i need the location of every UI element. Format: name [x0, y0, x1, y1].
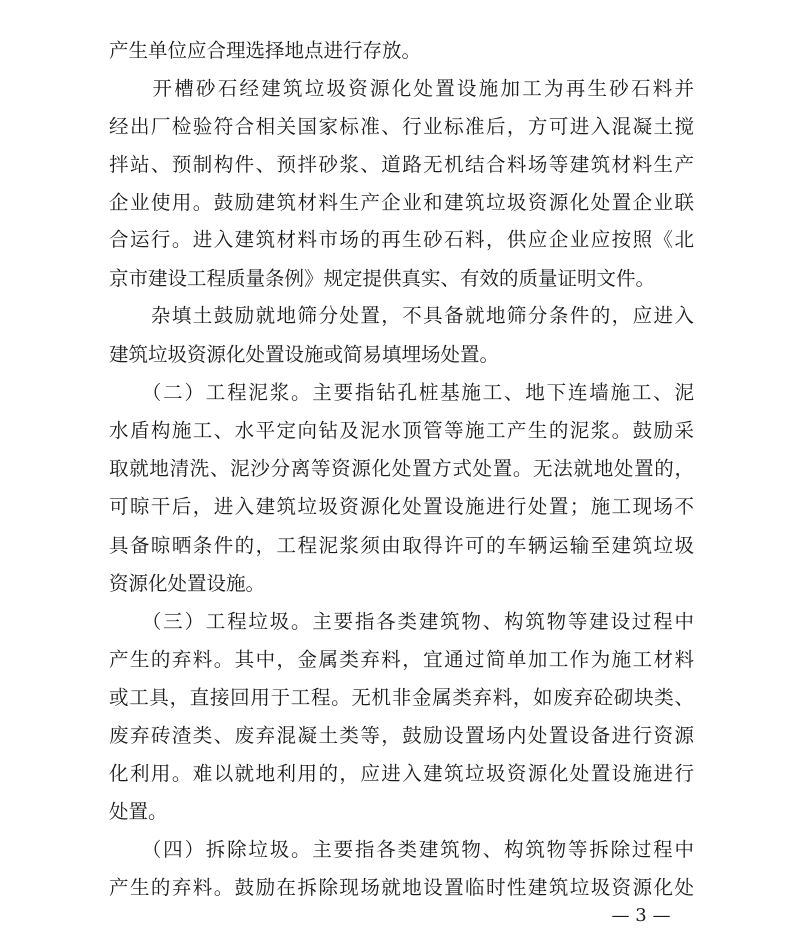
text-line: 产生单位应合理选择地点进行存放。: [109, 39, 422, 62]
text-line: 产生的弃料。鼓励在拆除现场就地设置临时性建筑垃圾资源化处: [109, 876, 694, 899]
text-line: 资源化处置设施。: [109, 572, 266, 595]
text-line: （二）工程泥浆。主要指钻孔桩基施工、地下连墙施工、泥: [109, 381, 694, 404]
text-line: 产生的弃料。其中，金属类弃料，宜通过简单加工作为施工材料: [109, 648, 694, 671]
text-line: 或工具，直接回用于工程。无机非金属类弃料，如废弃砼砌块类、: [109, 686, 694, 709]
text-line: 企业使用。鼓励建筑材料生产企业和建筑垃圾资源化处置企业联: [109, 191, 694, 214]
text-line: 水盾构施工、水平定向钻及泥水顶管等施工产生的泥浆。鼓励采: [109, 419, 694, 442]
text-line: 合运行。进入建筑材料市场的再生砂石料，供应企业应按照《北: [109, 228, 694, 251]
text-line: 取就地清洗、泥沙分离等资源化处置方式处置。无法就地处置的，: [109, 457, 694, 480]
text-line: 建筑垃圾资源化处置设施或简易填埋场处置。: [109, 343, 500, 366]
text-line: 化利用。难以就地利用的，应进入建筑垃圾资源化处置设施进行: [109, 762, 694, 785]
page-number: — 3 —: [611, 905, 671, 926]
text-line: 拌站、预制构件、预拌砂浆、道路无机结合料场等建筑材料生产: [109, 153, 694, 176]
text-line: 具备晾晒条件的，工程泥浆须由取得许可的车辆运输至建筑垃圾: [109, 534, 694, 557]
text-line: （三）工程垃圾。主要指各类建筑物、构筑物等建设过程中: [109, 610, 694, 633]
text-line: 杂填土鼓励就地筛分处置，不具备就地筛分条件的，应进入: [109, 304, 694, 327]
text-line: 可晾干后，进入建筑垃圾资源化处置设施进行处置；施工现场不: [109, 495, 694, 518]
text-line: 处置。: [109, 800, 168, 823]
text-line: 经出厂检验符合相关国家标准、行业标准后，方可进入混凝土搅: [109, 115, 694, 138]
text-line: （四）拆除垃圾。主要指各类建筑物、构筑物等拆除过程中: [109, 838, 694, 861]
text-line: 京市建设工程质量条例》规定提供真实、有效的质量证明文件。: [109, 267, 656, 290]
text-line: 废弃砖渣类、废弃混凝土类等，鼓励设置场内处置设备进行资源: [109, 724, 694, 747]
text-line: 开槽砂石经建筑垃圾资源化处置设施加工为再生砂石料并: [109, 77, 694, 100]
